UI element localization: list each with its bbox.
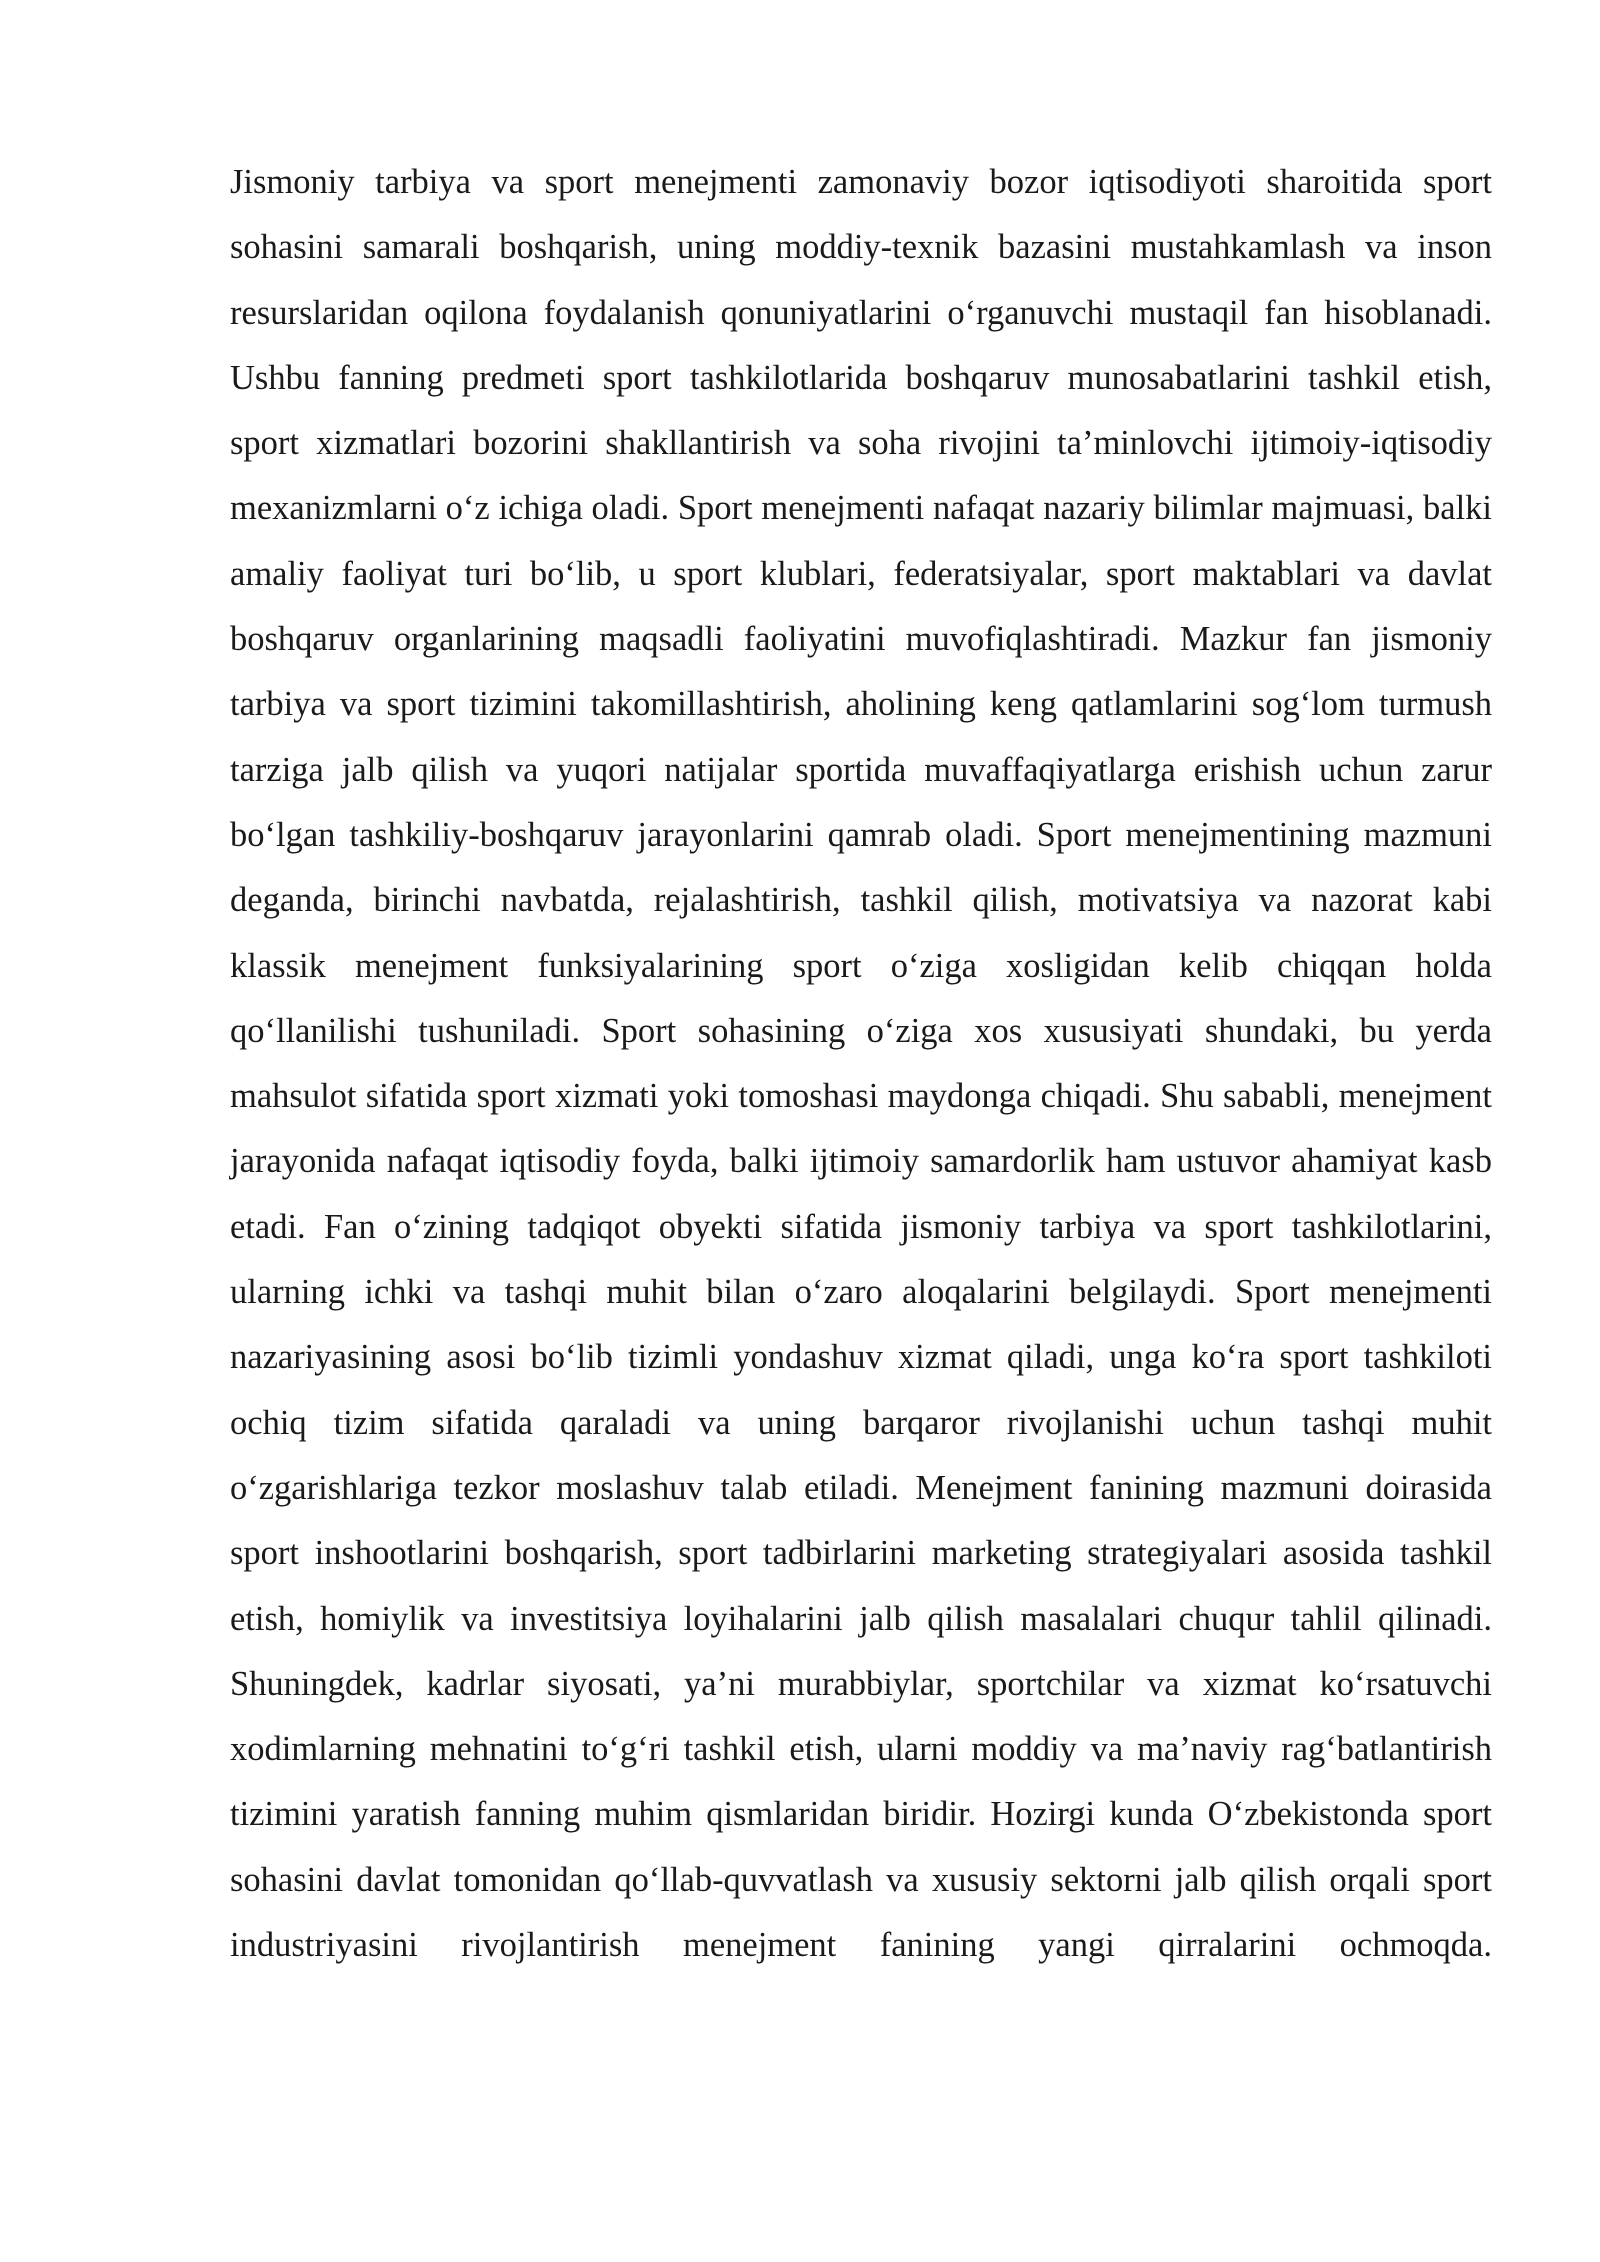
body-paragraph: Jismoniy tarbiya va sport menejmenti zamonaviy bozor iqtisodiyoti sharoitida sport sohasini samarali boshqarish, uning moddiy-texnik bazasini mustahkamlash va inson resurslaridan oqilona foydalanish qonuniyatlarini o‘rganuvchi mustaqil fan hisoblanadi. Ushbu fanning predmeti sport tashkilotlarida boshqaruv munosabatlarini tashkil etish, sport xizmatlari bozorini shakllantirish va soha rivojini ta’minlovchi ijtimoiy-iqtisodiy mexanizmlarni o‘z ichiga oladi. Sport menejmenti nafaqat nazariy bilimlar majmuasi, balki amaliy faoliyat turi bo‘lib, u sport klublari, federatsiyalar, sport maktablari va davlat boshqaruv organlarining maqsadli faoliyatini muvofiqlashtiradi. Mazkur fan jismoniy tarbiya va sport tizimini takomillashtirish, aholining keng qatlamlarini sog‘lom turmush tarziga jalb qilish va yuqori natijalar sportida muvaffaqiyatlarga erishish uchun zarur bo‘lgan tashkiliy-boshqaruv jarayonlarini qamrab oladi. Sport menejmentining mazmuni deganda, birinchi navbatda, rejalashtirish, tashkil qilish, motivatsiya va nazorat kabi klassik menejment funksiyalarining sport o‘ziga xosligidan kelib chiqqan holda qo‘llanilishi tushuniladi. Sport sohasining o‘ziga xos xususiyati shundaki, bu yerda mahsulot sifatida sport xizmati yoki tomoshasi maydonga chiqadi. Shu sababli, menejment jarayonida nafaqat iqtisodiy foyda, balki ijtimoiy samardorlik ham ustuvor ahamiyat kasb etadi. Fan o‘zining tadqiqot obyekti sifatida jismoniy tarbiya va sport tashkilotlarini, ularning ichki va tashqi muhit bilan o‘zaro aloqalarini belgilaydi. Sport menejmenti nazariyasining asosi bo‘lib tizimli yondashuv xizmat qiladi, unga ko‘ra sport tashkiloti ochiq tizim sifatida qaraladi va uning barqaror rivojlanishi uchun tashqi muhit o‘zgarishlariga tezkor moslashuv talab etiladi. Menejment fanining mazmuni doirasida sport inshootlarini boshqarish, sport tadbirlarini marketing strategiyalari asosida tashkil etish, homiylik va investitsiya loyihalarini jalb qilish masalalari chuqur tahlil qilinadi. Shuningdek, kadrlar siyosati, ya’ni murabbiylar, sportchilar va xizmat ko‘rsatuvchi xodimlarning mehnatini to‘g‘ri tashkil etish, ularni moddiy va ma’naviy rag‘batlantirish tizimini yaratish fanning muhim qismlaridan biridir. Hozirgi kunda O‘zbekistonda sport sohasini davlat tomonidan qo‘llab-quvvatlash va xususiy sektorni jalb qilish orqali sport industriyasini rivojlantirish menejment fanining yangi qirralarini ochmoqda. — [230, 163, 1492, 1965]
